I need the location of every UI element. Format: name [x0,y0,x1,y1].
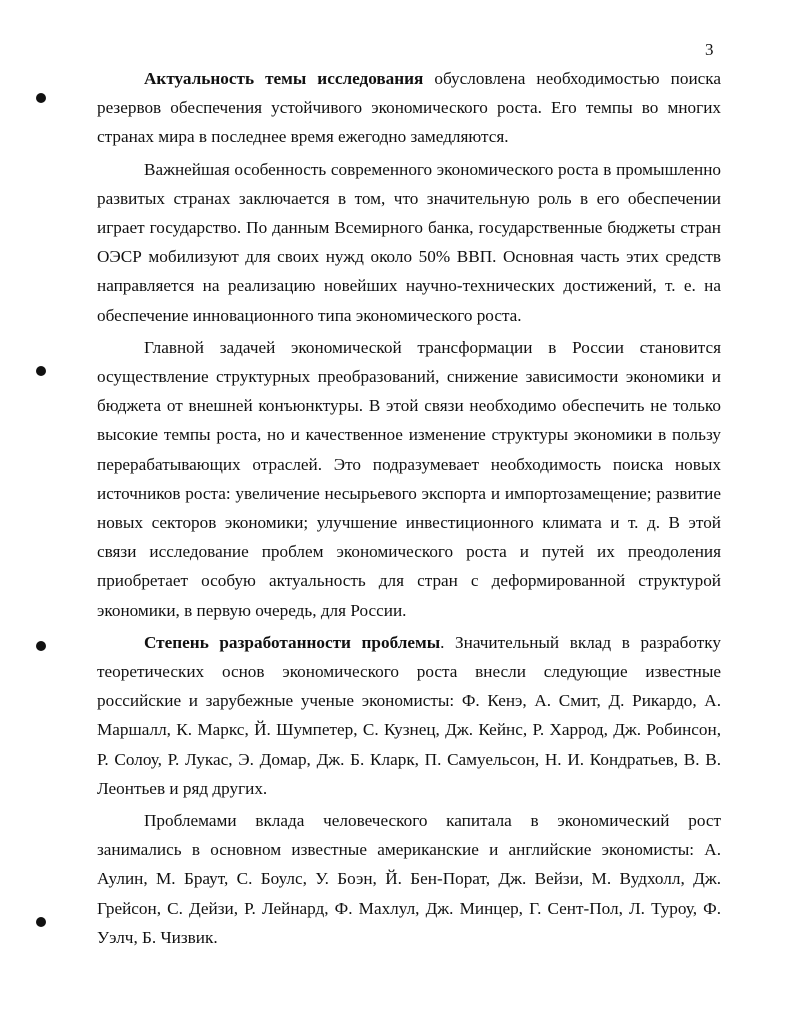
paragraph-state-role [97,155,721,330]
paragraph-human-capital [97,806,721,952]
binding-hole-mark [36,917,46,927]
paragraph-text: обусловлена необходимостью поиска резервов обеспечения устойчивого экономического роста. Его темпы во многих странах мира в последнее время ежегодно замедляются. [97,69,721,147]
paragraph-lead-bold: Степень разработанности проблемы [144,632,441,652]
document-body [97,64,721,955]
paragraph-degree-of-elaboration [97,628,721,803]
paragraph-text: . Значительный вклад в разработку теоретических основ экономического роста внесли следующие известные российские и зарубежные ученые экономисты: Ф. Кенэ, А. Смит, Д. Рикардо, А. Маршалл, К. Маркс, Й. Шумпетер, С. Кузнец, Дж. Кейнс, Р. Харрод, Дж. Робинсон, Р. Солоу, Р. Лукас, Э. Домар, Дж. Б. Кларк, П. Самуельсон, Н. И. Кондратьев, В. В. Леонтьев и ряд других. [97,632,721,798]
paragraph-lead-bold: Актуальность темы исследования [144,69,424,88]
binding-hole-mark [36,366,46,376]
binding-hole-mark [36,93,46,103]
page-number: 3 [705,40,714,59]
paragraph-text: Проблемами вклада человеческого капитала в экономический рост занимались в основном известные американские и английские экономисты: А. Аулин, М. Браут, С. Боулс, У. Боэн, Й. Бен-Порат, Дж. Вейзи, М. Вудхолл, Дж. Грейсон, С. Дейзи, Р. Лейнард, Ф. Махлул, Дж. Минцер, Г. Сент-Пол, Л. Туроу, Ф. Уэлч, Б. Чизвик. [97,811,721,947]
paragraph-relevance [97,64,721,152]
binding-hole-mark [36,641,46,651]
paragraph-text: Важнейшая особенность современного экономического роста в промышленно развитых странах заключается в том, что значительную роль в его обеспечении играет государство. По данным Всемирного банка, государственные бюджеты стран ОЭСР мобилизуют для своих нужд около 50% ВВП. Основная часть этих средств направляется на реализацию новейших научно-технических достижений, т. е. на обеспечение инновационного типа экономического роста. [97,159,721,325]
paragraph-text: Главной задачей экономической трансформации в России становится осуществление структурных преобразований, снижение зависимости экономики и бюджета от внешней конъюнктуры. В этой связи необходимо обеспечить не только высокие темпы роста, но и качественное изменение структуры экономики в пользу перерабатывающих отраслей. Это подразумевает необходимость поиска новых источников роста: увеличение несырьевого экспорта и импортозамещение; развитие новых секторов экономики; улучшение инвестиционного климата и т. д. В этой связи исследование проблем экономического роста и путей их преодоления приобретает особую актуальность для стран с деформированной структурой экономики, в первую очередь, для России. [97,337,721,620]
paragraph-russia-transformation [97,333,721,625]
